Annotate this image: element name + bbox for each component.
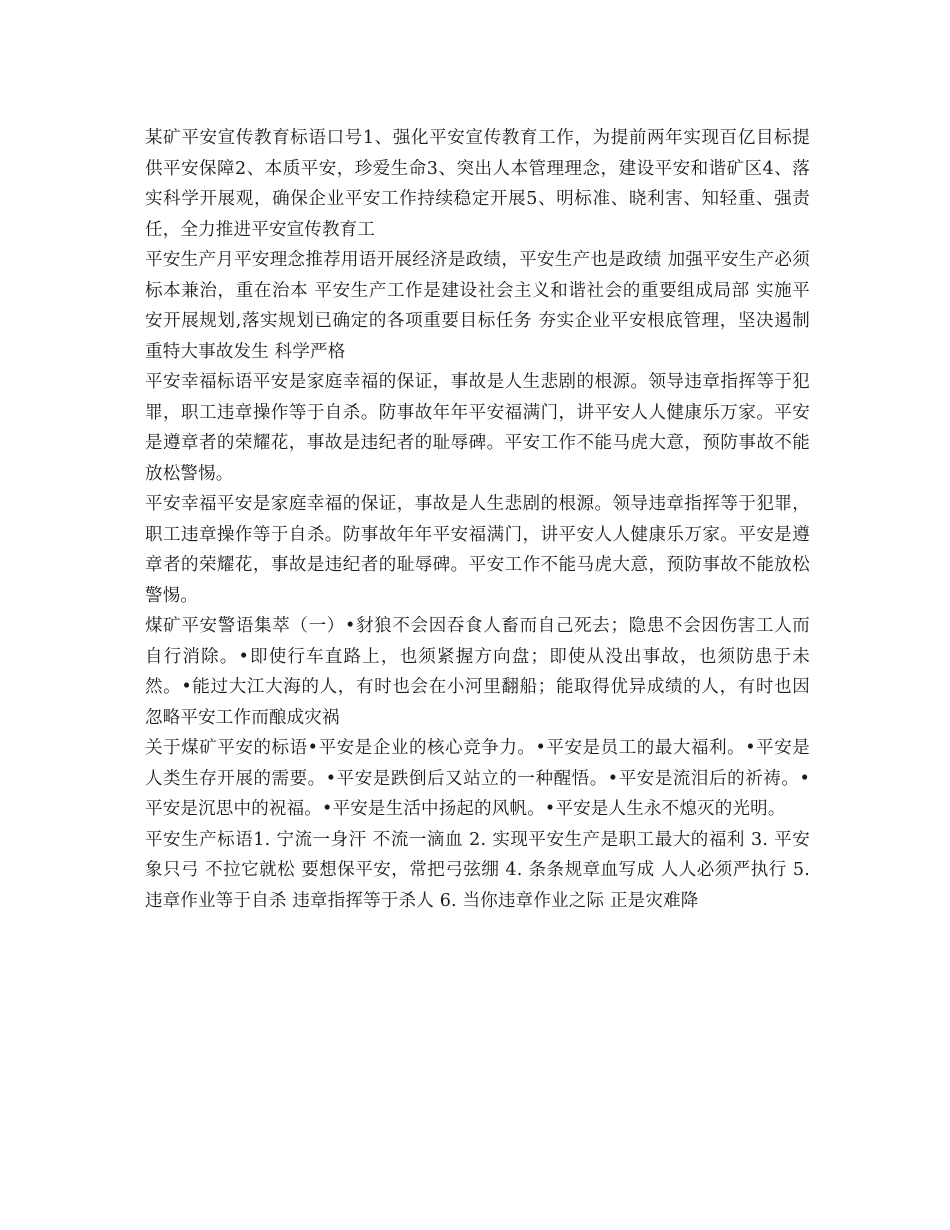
paragraph-safety-month-concepts: 平安生产月平安理念推荐用语开展经济是政绩，平安生产也是政绩 加强平安生产必须标本兼治，重在治本 平安生产工作是建设社会主义和谐社会的重要组成局部 实施平安开展规划,落实规划已确定的各项重要目标任务 夯实企业平安根底管理，坚决遏制重特大事故发生 科学严格	[145, 250, 810, 362]
paragraph-mine-safety-slogans: 某矿平安宣传教育标语口号1、强化平安宣传教育工作，为提前两年实现百亿目标提供平安保障2、本质平安，珍爱生命3、突出人本管理理念，建设平安和谐矿区4、落实科学开展观，确保企业平安工作持续稳定开展5、明标准、晓利害、知轻重、强责任，全力推进平安宣传教育工	[145, 128, 810, 240]
paragraph-coal-mine-warnings: 煤矿平安警语集萃（一）•豺狼不会因吞食人畜而自己死去；隐患不会因伤害工人而自行消除。•即使行车直路上，也须紧握方向盘；即使从没出事故，也须防患于未然。•能过大江大海的人，有时也会在小河里翻船；能取得优异成绩的人，有时也因忽略平安工作而酿成灾祸	[145, 616, 810, 728]
document-body	[145, 123, 810, 916]
paragraph-production-safety-slogans: 平安生产标语1. 宁流一身汗 不流一滴血 2. 实现平安生产是职工最大的福利 3. 平安象只弓 不拉它就松 要想保平安，常把弓弦绷 4. 条条规章血写成 人人必须严执行 5. 违章作业等于自杀 违章指挥等于杀人 6. 当你违章作业之际 正是灾难降	[145, 829, 810, 911]
paragraph-safety-happiness-slogans: 平安幸福标语平安是家庭幸福的保证，事故是人生悲剧的根源。领导违章指挥等于犯罪，职工违章操作等于自杀。防事故年年平安福满门，讲平安人人健康乐万家。平安是遵章者的荣耀花，事故是违纪者的耻辱碑。平安工作不能马虎大意，预防事故不能放松警惕。	[145, 372, 810, 484]
paragraph-coal-mine-safety-slogans: 关于煤矿平安的标语•平安是企业的核心竞争力。•平安是员工的最大福利。•平安是人类生存开展的需要。•平安是跌倒后又站立的一种醒悟。•平安是流泪后的祈祷。•平安是沉思中的祝福。•平安是生活中扬起的风帆。•平安是人生永不熄灭的光明。	[145, 738, 810, 819]
paragraph-safety-happiness: 平安幸福平安是家庭幸福的保证，事故是人生悲剧的根源。领导违章指挥等于犯罪，职工违章操作等于自杀。防事故年年平安福满门，讲平安人人健康乐万家。平安是遵章者的荣耀花，事故是违纪者的耻辱碑。平安工作不能马虎大意，预防事故不能放松警惕。	[145, 494, 810, 606]
